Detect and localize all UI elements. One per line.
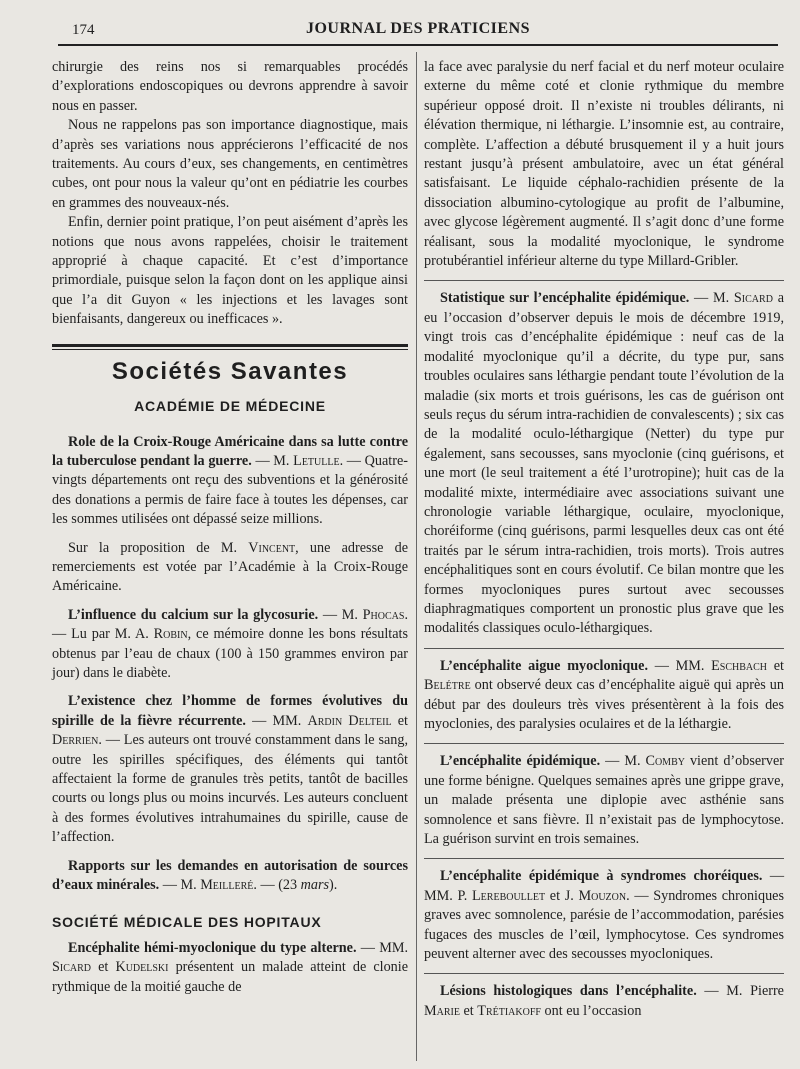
article-entry: L’encéphalite épidémique. — M. Comby vient d’observer une forme bénigne. Quelques semaines après une grippe grave, un malade présenta une diplopie avec asthénie sans somnolence et sans fièvre. Il n’existait pas de lymphocytose. La guérison survint en trois semaines. bbox=[424, 753, 784, 848]
subsection-heading: SOCIÉTÉ MÉDICALE DES HOPITAUX bbox=[52, 914, 322, 931]
paragraph: la face avec paralysie du nerf facial et du nerf moteur oculaire externe du même coté et clonie rythmique du membre supérieur opposé droit. Il n’existe ni troubles délirants, ni élévation thermique, ni léthargie. L’insomnie est, au contraire, complète. L’affection a débuté brusquement il y a huit jours restant jusqu’à présent ambulatoire, avec un état général satisfaisant. Le liquide céphalo-rachidien présente de la dissociation albumino-cytologique au profit de l’albumine, avec glycose légèrement augmenté. Il s’agit donc d’une forme réalisant, sous la modalité myoclonique, le syndrome protubérantiel inférieur alterne du type Millard-Gribler. bbox=[424, 59, 784, 270]
article-entry: L’influence du calcium sur la glycosurie. — M. Phocas. — Lu par M. A. Robin, ce mémoire donne les bons résultats obtenus par l’eau de chaux (100 à 150 grammes environ par jour) dans le diabète. bbox=[52, 606, 408, 681]
article-title: Lésions histologiques dans l’encéphalite. bbox=[440, 983, 697, 1000]
subsection-heading: ACADÉMIE DE MÉDECINE bbox=[134, 398, 326, 415]
entry-rule bbox=[424, 973, 784, 974]
journal-title: JOURNAL DES PRATICIENS bbox=[305, 20, 531, 37]
author-name: Ardin Delteil bbox=[307, 712, 392, 729]
author-name: Marie bbox=[424, 1002, 460, 1019]
entry-rule bbox=[424, 858, 784, 859]
paragraph: Enfin, dernier point pratique, l’on peut aisément d’après les notions que nous avons rappelées, choisir le traitement approprié à chaque capacité. Et c’est d’importance primordiale, puisque selon la façon dont on les applique ainsi que l’a dit Guyon « les injections et les lavages sont bienfaisants, dangereux ou inefficaces ». bbox=[52, 214, 408, 328]
author-name: Lereboullet bbox=[472, 887, 546, 904]
article-entry: Rapports sur les demandes en autorisation de sources d’eaux minérales. — M. Meilleré. — (23 mars). bbox=[52, 857, 408, 894]
section-rule bbox=[52, 344, 408, 350]
article-entry: Role de la Croix-Rouge Américaine dans sa lutte contre la tuberculose pendant la guerre. — M. Letulle. — Quatre-vingts départements ont reçu des subventions et la générosité des donations a permis de faire face à toutes les dépenses, car les sommes utilisées ont dépassé seize millions. bbox=[52, 433, 408, 528]
column-divider bbox=[416, 52, 417, 1061]
page-number: 174 bbox=[72, 22, 95, 38]
article-title: L’encéphalite épidémique. bbox=[440, 753, 601, 770]
article-title: L’existence chez l’homme de formes évolutives du spirille de la fièvre récurrente. bbox=[52, 693, 408, 729]
article-entry: L’encéphalite épidémique à syndromes choréiques. — MM. P. Lereboullet et J. Mouzon. — Syndromes chroniques graves avec somnolence, parésie de l’accommodation, parésies fugaces des muscles de l’œil, lymphocytose. Ces syndromes peuvent alterner avec des secousses myocloniques. bbox=[424, 868, 785, 963]
author-name: Vincent bbox=[248, 539, 296, 556]
article-title: Role de la Croix-Rouge Américaine dans sa lutte contre la tuberculose pendant la guerre. bbox=[52, 433, 408, 469]
entry-rule bbox=[424, 648, 784, 649]
section-title: Sociétés Savantes bbox=[111, 357, 349, 385]
article-entry: L’encéphalite aigue myoclonique. — MM. Eschbach et Belétre ont observé deux cas d’encéphalite aiguë qui après un début par des douleurs très vives présentèrent à la fois des myoclonies, des paralysies oculaires et de la léthargie. bbox=[424, 657, 784, 732]
author-name: Sicard bbox=[52, 959, 92, 976]
entry-rule bbox=[424, 743, 784, 744]
article-paragraph: Sur la proposition de M. Vincent, une adresse de remerciements est votée par l’Académie à la Croix-Rouge Américaine. bbox=[52, 539, 408, 595]
article-entry: Statistique sur l’encéphalite épidémique. — M. Sicard a eu l’occasion d’observer depuis le mois de décembre 1919, vingt trois cas d’encéphalite épidémique : neuf cas de la modalité myoclonique qu’il a décrite, du type pur, sans troubles oculaires sans léthargie pendant toute l’évolution de la maladie (six morts et trois guérisons, les cas de guérison ont seuls reçus du sérum intra-rachidien de convalescents) ; six cas de la modalité oculo-léthargique (Netter) du type pur également, sans secousses, sans myoclonie (cinq guérisons, et une mort (le seul traitement a été l’urotropine); huit cas de la modalité mixte, intermédiaire avec associations suivant une chronologie variable léthargique, oculaire, myoclonique, choréiforme (cinq guérisons, parmi lesquelles deux cas ont été traités par le sérum intra-rachidien, trois morts). Trois autres encéphalitiques sont en cours évolutif. Ce bilan montre que les formes myocloniques pures surtout avec secousses diaphragmatiques comportent un pronostic plus grave que les modalités classiques oculo-léthargiques. bbox=[424, 290, 784, 637]
paragraph: chirurgie des reins nos si remarquables procédés d’explorations endoscopiques ou devrons apprendre à savoir nous en passer. bbox=[52, 59, 408, 114]
author-name: Phocas bbox=[362, 606, 405, 623]
article-title: L’influence du calcium sur la glycosurie. bbox=[68, 606, 319, 623]
author-name: Sicard bbox=[733, 290, 773, 307]
header-rule bbox=[58, 44, 778, 46]
author-name: Belétre bbox=[424, 677, 471, 694]
entry-rule bbox=[424, 280, 784, 281]
article-title: Encéphalite hémi-myoclonique du type alterne. bbox=[68, 939, 357, 956]
right-column bbox=[424, 58, 784, 1021]
article-title: L’encéphalite aigue myoclonique. bbox=[440, 657, 648, 674]
running-head bbox=[58, 14, 778, 44]
author-name: Eschbach bbox=[711, 657, 768, 674]
author-name: Meilleré bbox=[200, 877, 254, 894]
article-entry: L’existence chez l’homme de formes évolutives du spirille de la fièvre récurrente. — MM. Ardin Delteil et Derrien. — Les auteurs ont trouvé constamment dans le sang, outre les spirilles spécifiques, des éléments qui tantôt affectaient la forme de granules très petits, tantôt de bacilles courts ou longs plus ou moins incurvés. Les auteurs concluent à des formes évolutives intrahumaines du spirille, cause de l’affection. bbox=[52, 693, 408, 846]
author-name: Comby bbox=[645, 753, 685, 770]
article-entry: Lésions histologiques dans l’encéphalite. — M. Pierre Marie et Trétiakoff ont eu l’occasion bbox=[424, 983, 784, 1019]
article-title: Rapports sur les demandes en autorisation de sources d’eaux minérales. bbox=[52, 857, 408, 894]
article-title: L’encéphalite épidémique à syndromes choréiques. bbox=[440, 868, 763, 885]
author-name: Kudelski bbox=[115, 959, 169, 976]
article-title: Statistique sur l’encéphalite épidémique. bbox=[440, 290, 690, 307]
author-name: Robin bbox=[153, 626, 188, 643]
paragraph: Nous ne rappelons pas son importance diagnostique, mais d’après ses variations nous apprécierons l’efficacité de nos traitements. Au cours d’eux, ses changements, en centimètres cubes, ont pour nous la valeur qu’ont en pédiatrie les courbes en grammes des nouveaux-nés. bbox=[52, 117, 408, 211]
article-entry: Encéphalite hémi-myoclonique du type alterne. — MM. Sicard et Kudelski présentent un malade atteint de clonie rythmique de la moitié gauche de bbox=[52, 939, 408, 995]
left-column bbox=[52, 58, 408, 997]
author-name: Letulle bbox=[293, 452, 340, 469]
author-name: Derrien bbox=[52, 732, 99, 749]
author-name: Trétiakoff bbox=[477, 1002, 541, 1019]
author-name: Mouzon bbox=[578, 887, 627, 904]
